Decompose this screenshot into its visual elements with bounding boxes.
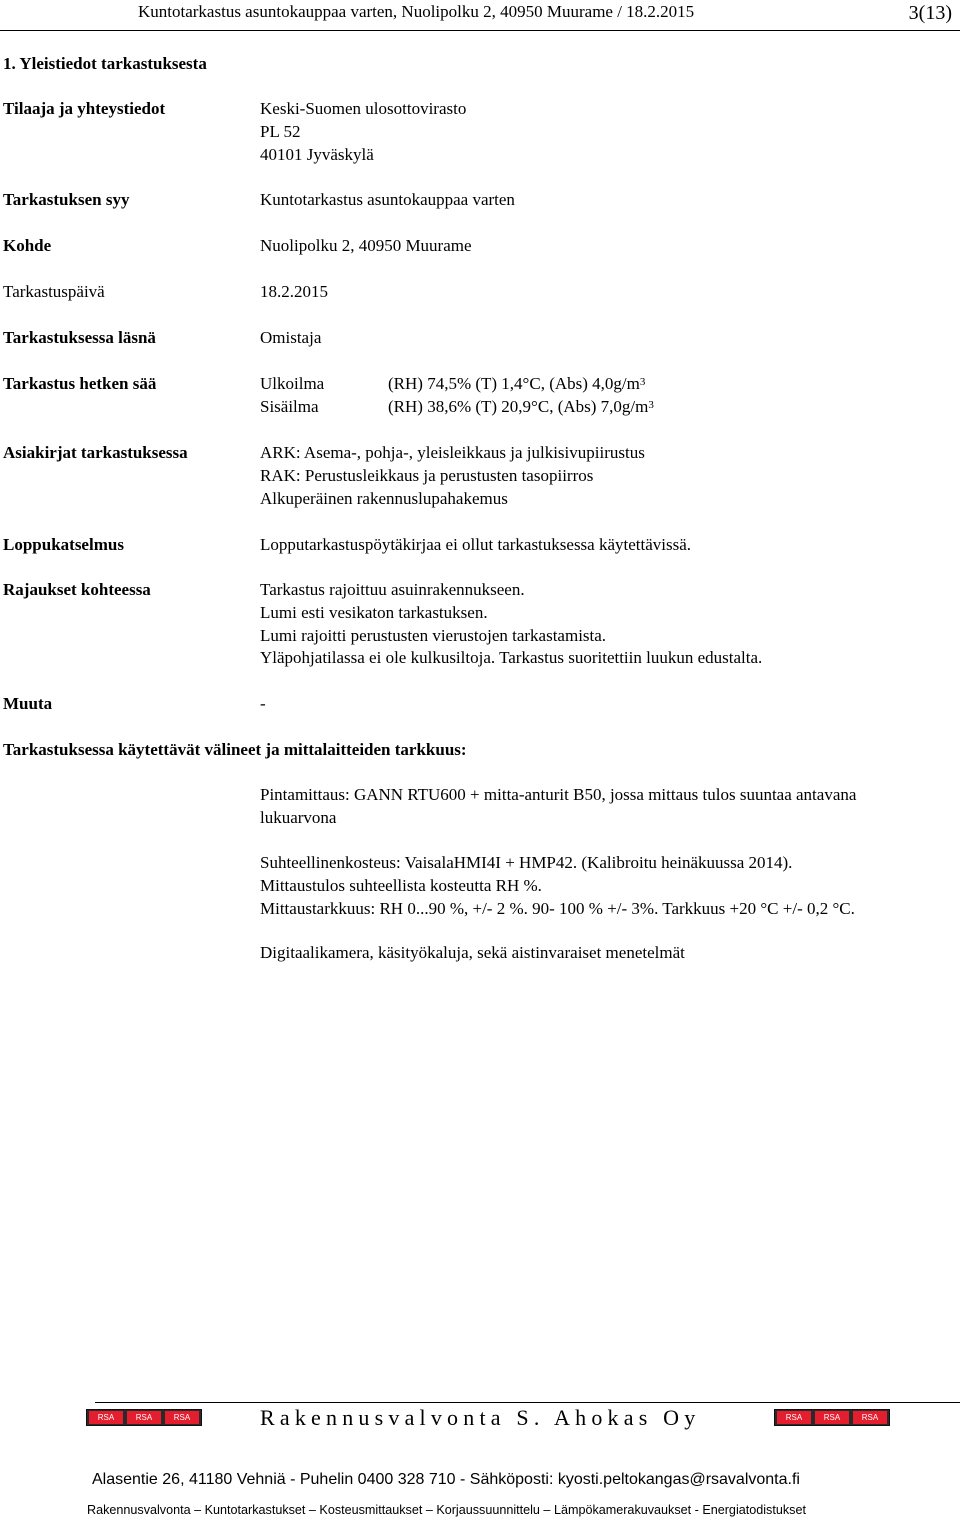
lasna-value: Omistaja — [260, 328, 322, 347]
rajaukset-value — [260, 579, 762, 670]
kohde-label: Kohde — [3, 236, 52, 255]
kosteus-block — [260, 852, 855, 920]
muuta-label: Muuta — [3, 694, 53, 713]
rajaukset-line: Lumi esti vesikaton tarkastuksen. — [260, 602, 488, 622]
tilaaja-line: PL 52 — [260, 121, 301, 141]
rsa-logo-cell: RSA — [165, 1411, 199, 1424]
rsa-logo-cell: RSA — [777, 1411, 811, 1424]
asiakirjat-label: Asiakirjat tarkastuksessa — [3, 443, 188, 462]
section-title: 1. Yleistiedot tarkastuksesta — [3, 54, 207, 73]
pinta-line: Pintamittaus: GANN RTU600 + mitta-anturit B50, jossa mittaus tulos suuntaa antavana — [260, 785, 857, 804]
footer-rule — [95, 1402, 960, 1403]
syy-label: Tarkastuksen syy — [3, 190, 130, 209]
saa-values-text: (RH) 74,5% (T) 1,4°C, (Abs) 4,0g/m — [388, 374, 640, 393]
footer-address: Alasentie 26, 41180 Vehniä - Puhelin 0400 328 710 - Sähköposti: kyosti.peltokangas@rsavalvonta.fi — [92, 1471, 800, 1488]
page-header-title: Kuntotarkastus asuntokauppaa varten, Nuolipolku 2, 40950 Muurame / 18.2.2015 — [138, 2, 695, 21]
company-name: Rakennusvalvonta S. Ahokas Oy — [260, 1405, 701, 1430]
tilaaja-label: Tilaaja ja yhteystiedot — [3, 99, 166, 118]
rajaukset-label: Rajaukset kohteessa — [3, 580, 151, 599]
syy-value: Kuntotarkastus asuntokauppaa varten — [260, 190, 515, 209]
rsa-logo-cell: RSA — [815, 1411, 849, 1424]
saa-values-outdoor — [388, 373, 645, 396]
asiakirjat-line: RAK: Perustusleikkaus ja perustusten tasopiirros — [260, 465, 594, 485]
saa-values-indoor — [388, 396, 654, 419]
saa-place-indoor: Sisäilma — [260, 397, 319, 416]
tilaaja-value — [260, 98, 466, 166]
rsa-logo-cell: RSA — [127, 1411, 161, 1424]
superscript: 3 — [648, 399, 654, 411]
kosteus-line: Mittaustarkkuus: RH 0...90 %, +/- 2 %. 90- 100 % +/- 3%. Tarkkuus +20 °C +/- 0,2 °C. — [260, 898, 855, 918]
superscript: 3 — [639, 376, 646, 388]
tilaaja-line: 40101 Jyväskylä — [260, 144, 374, 164]
saa-label: Tarkastus hetken sää — [3, 374, 157, 393]
pinta-line: lukuarvona — [260, 807, 337, 827]
muuta-value: - — [260, 694, 266, 713]
paiva-label: Tarkastuspäivä — [3, 282, 105, 301]
asiakirjat-value — [260, 442, 645, 510]
kosteus-line: Suhteellinenkosteus: VaisalaHMI4I + HMP42. (Kalibroitu heinäkuussa 2014). — [260, 853, 793, 872]
tilaaja-line: Keski-Suomen ulosottovirasto — [260, 99, 467, 118]
footer-services: Rakennusvalvonta – Kuntotarkastukset – Kosteusmittaukset – Korjaussuunnittelu – Lämpökamerakuvaukset - Energiatodistukset — [87, 1503, 806, 1517]
rajaukset-line: Yläpohjatilassa ei ole kulkusiltoja. Tarkastus suoritettiin luukun edustalta. — [260, 648, 763, 668]
pinta-block — [260, 784, 856, 830]
rsa-logo-cell: RSA — [853, 1411, 887, 1424]
kosteus-line: Mittaustulos suhteellista kosteutta RH %. — [260, 875, 542, 895]
saa-place-outdoor: Ulkoilma — [260, 374, 325, 393]
rajaukset-line: Tarkastus rajoittuu asuinrakennukseen. — [260, 580, 525, 599]
saa-values-text: (RH) 38,6% (T) 20,9°C, (Abs) 7,0g/m — [388, 397, 649, 416]
header-rule — [0, 30, 960, 31]
lasna-label: Tarkastuksessa läsnä — [3, 328, 156, 347]
loppukatselmus-value: Lopputarkastuspöytäkirjaa ei ollut tarkastuksessa käytettävissä. — [260, 535, 692, 554]
asiakirjat-line: ARK: Asema-, pohja-, yleisleikkaus ja julkisivupiirustus — [260, 443, 645, 462]
kohde-value: Nuolipolku 2, 40950 Muurame — [260, 236, 472, 255]
rajaukset-line: Lumi rajoitti perustusten vierustojen tarkastamista. — [260, 625, 607, 645]
rsa-logo-left — [86, 1409, 202, 1426]
rsa-logo-cell: RSA — [89, 1411, 123, 1424]
instruments-title: Tarkastuksessa käytettävät välineet ja mittalaitteiden tarkkuus: — [3, 740, 467, 759]
paiva-value: 18.2.2015 — [260, 282, 328, 301]
muut-valineet: Digitaalikamera, käsityökaluja, sekä aistinvaraiset menetelmät — [260, 943, 685, 962]
loppukatselmus-label: Loppukatselmus — [3, 535, 124, 554]
asiakirjat-line: Alkuperäinen rakennuslupahakemus — [260, 488, 508, 508]
page-number: 3(13) — [908, 2, 952, 24]
rsa-logo-right — [774, 1409, 890, 1426]
